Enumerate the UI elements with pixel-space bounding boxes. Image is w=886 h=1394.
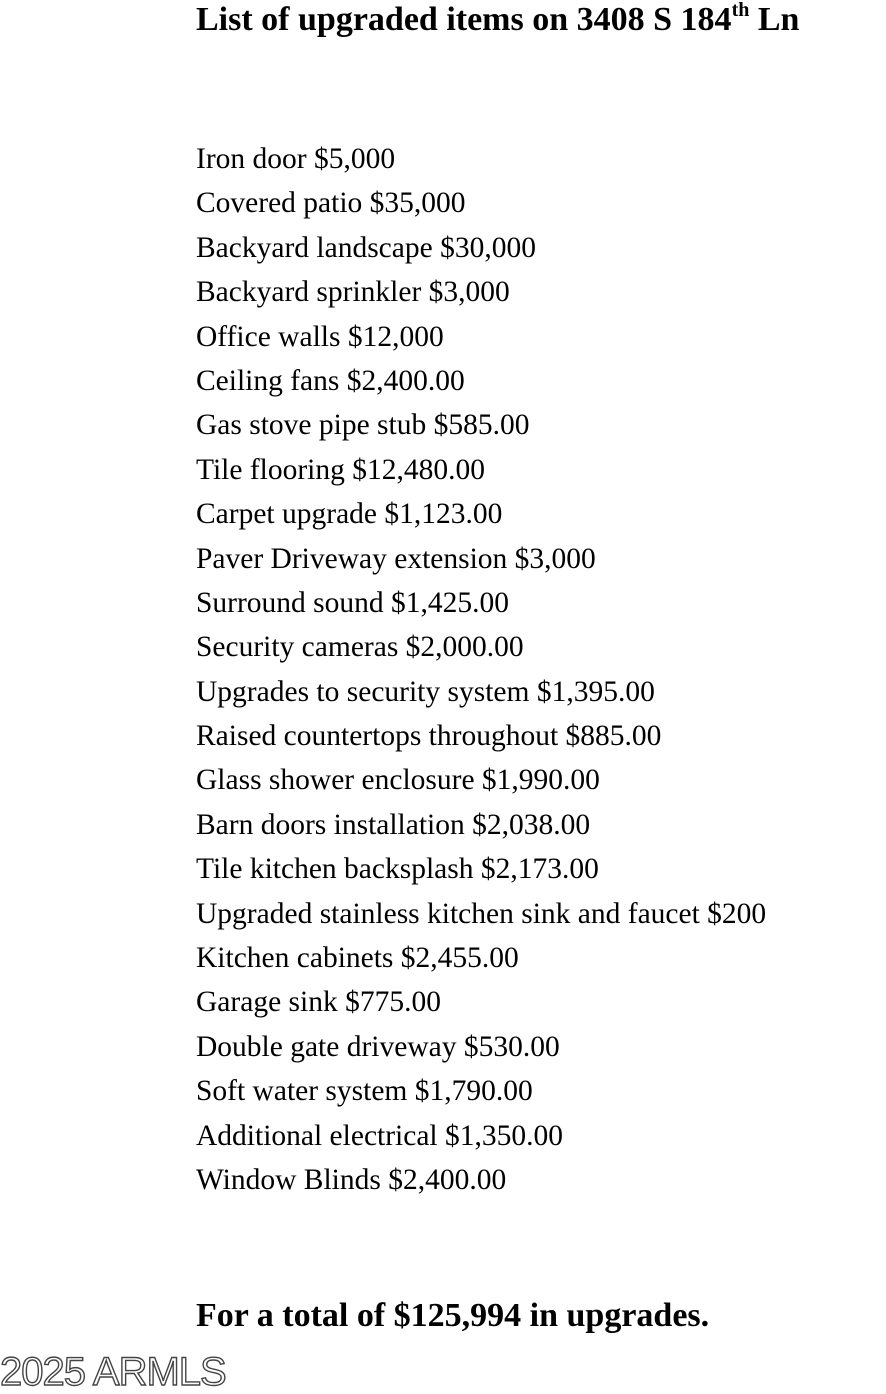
upgrade-item: Backyard sprinkler $3,000 <box>196 276 510 309</box>
upgrade-item: Raised countertops throughout $885.00 <box>196 720 662 753</box>
document-title <box>196 0 799 40</box>
upgrade-item: Upgrades to security system $1,395.00 <box>196 675 655 708</box>
upgrade-item: Barn doors installation $2,038.00 <box>196 808 591 841</box>
upgrade-item: Double gate driveway $530.00 <box>196 1030 560 1063</box>
upgrade-item: Tile kitchen backsplash $2,173.00 <box>196 853 599 886</box>
title-prefix: List of upgraded items on 3408 S 184 <box>196 1 732 38</box>
upgrade-item: Kitchen cabinets $2,455.00 <box>196 942 519 975</box>
upgrade-item: Iron door $5,000 <box>196 143 396 175</box>
total-summary: For a total of $125,994 in upgrades. <box>196 1297 710 1334</box>
upgrade-item: Soft water system $1,790.00 <box>196 1075 533 1108</box>
upgrade-item: Security cameras $2,000.00 <box>196 631 524 664</box>
upgrade-item: Additional electrical $1,350.00 <box>196 1119 564 1152</box>
upgrade-item: Window Blinds $2,400.00 <box>196 1163 507 1196</box>
title-superscript: th <box>731 0 750 21</box>
upgrade-item: Surround sound $1,425.00 <box>196 586 510 619</box>
upgrade-item: Ceiling fans $2,400.00 <box>196 364 465 397</box>
upgrade-item: Tile flooring $12,480.00 <box>196 453 486 486</box>
upgrade-item: Carpet upgrade $1,123.00 <box>196 498 503 531</box>
upgrade-item: Glass shower enclosure $1,990.00 <box>196 764 600 797</box>
upgrade-item: Covered patio $35,000 <box>196 187 466 220</box>
upgrade-item: Garage sink $775.00 <box>196 986 441 1019</box>
upgrade-list <box>196 137 766 1202</box>
title-suffix: Ln <box>749 1 800 38</box>
upgrade-item: Gas stove pipe stub $585.00 <box>196 409 530 442</box>
upgrade-item: Upgraded stainless kitchen sink and faucet $200 <box>196 897 767 930</box>
copyright-watermark: 2025 ARMLS <box>0 1350 226 1394</box>
upgrade-item: Office walls $12,000 <box>196 320 444 353</box>
upgrade-item: Backyard landscape $30,000 <box>196 231 536 264</box>
upgrade-item: Paver Driveway extension $3,000 <box>196 542 596 575</box>
